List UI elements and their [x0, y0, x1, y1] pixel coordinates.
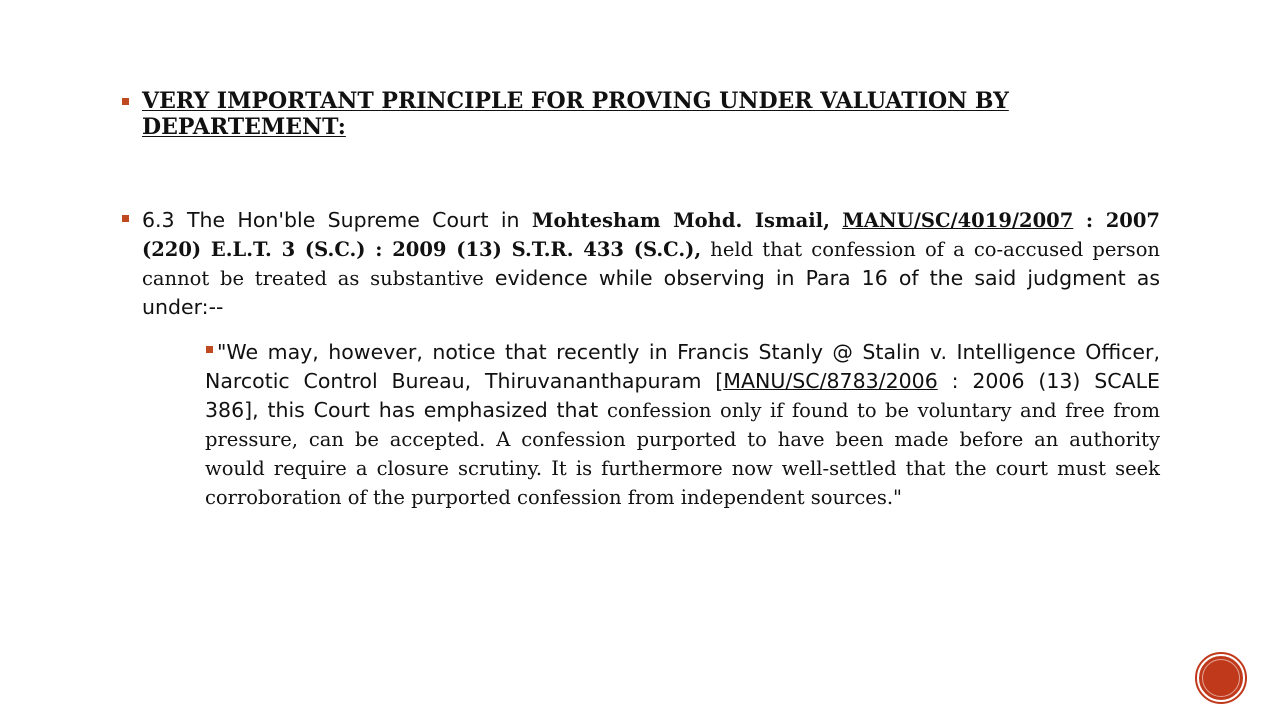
- held-text-rest: evidence while observing in Para 16 of the said judgment as under:--: [142, 266, 1161, 319]
- quote-part-3: confession only if found to be voluntary and free from pressure, can be accepted. A confession purported to have been made before an authority would require a closure scrutiny. It is furthermore now well-settled that the court must seek corroboration of the purported confession from independent sources.": [205, 399, 1160, 509]
- quoted-judgment: [205, 338, 1160, 512]
- paragraph-intro: 6.3 The Hon'ble Supreme Court in: [142, 208, 532, 232]
- citation-link-2007[interactable]: MANU/SC/4019/2007: [842, 209, 1074, 232]
- slide-heading: [142, 88, 1162, 140]
- case-name: Mohtesham Mohd. Ismail,: [531, 209, 830, 232]
- heading-bullet: [122, 98, 129, 105]
- judgment-paragraph: [142, 206, 1160, 322]
- heading-text: VERY IMPORTANT PRINCIPLE FOR PROVING UNDER VALUATION BY DEPARTEMENT:: [142, 88, 1009, 140]
- citation-link-2006[interactable]: MANU/SC/8783/2006: [723, 369, 938, 393]
- quote-part-2: : 2006 (13) SCALE 386], this Court has emphasized that: [205, 369, 1160, 422]
- citation-rest: : 2007 (220) E.L.T. 3 (S.C.) : 2009 (13) S.T.R. 433 (S.C.),: [142, 209, 1160, 261]
- badge-ring: [1202, 659, 1240, 697]
- slide-corner-badge: [1197, 654, 1245, 702]
- paragraph-bullet: [122, 215, 129, 222]
- held-text: held that confession of a co-accused person cannot be treated as substantive: [142, 238, 1160, 290]
- quote-part-1: "We may, however, notice that recently in Francis Stanly @ Stalin v. Intelligence Officer, Narcotic Control Bureau, Thiruvananthapuram [: [205, 340, 1160, 393]
